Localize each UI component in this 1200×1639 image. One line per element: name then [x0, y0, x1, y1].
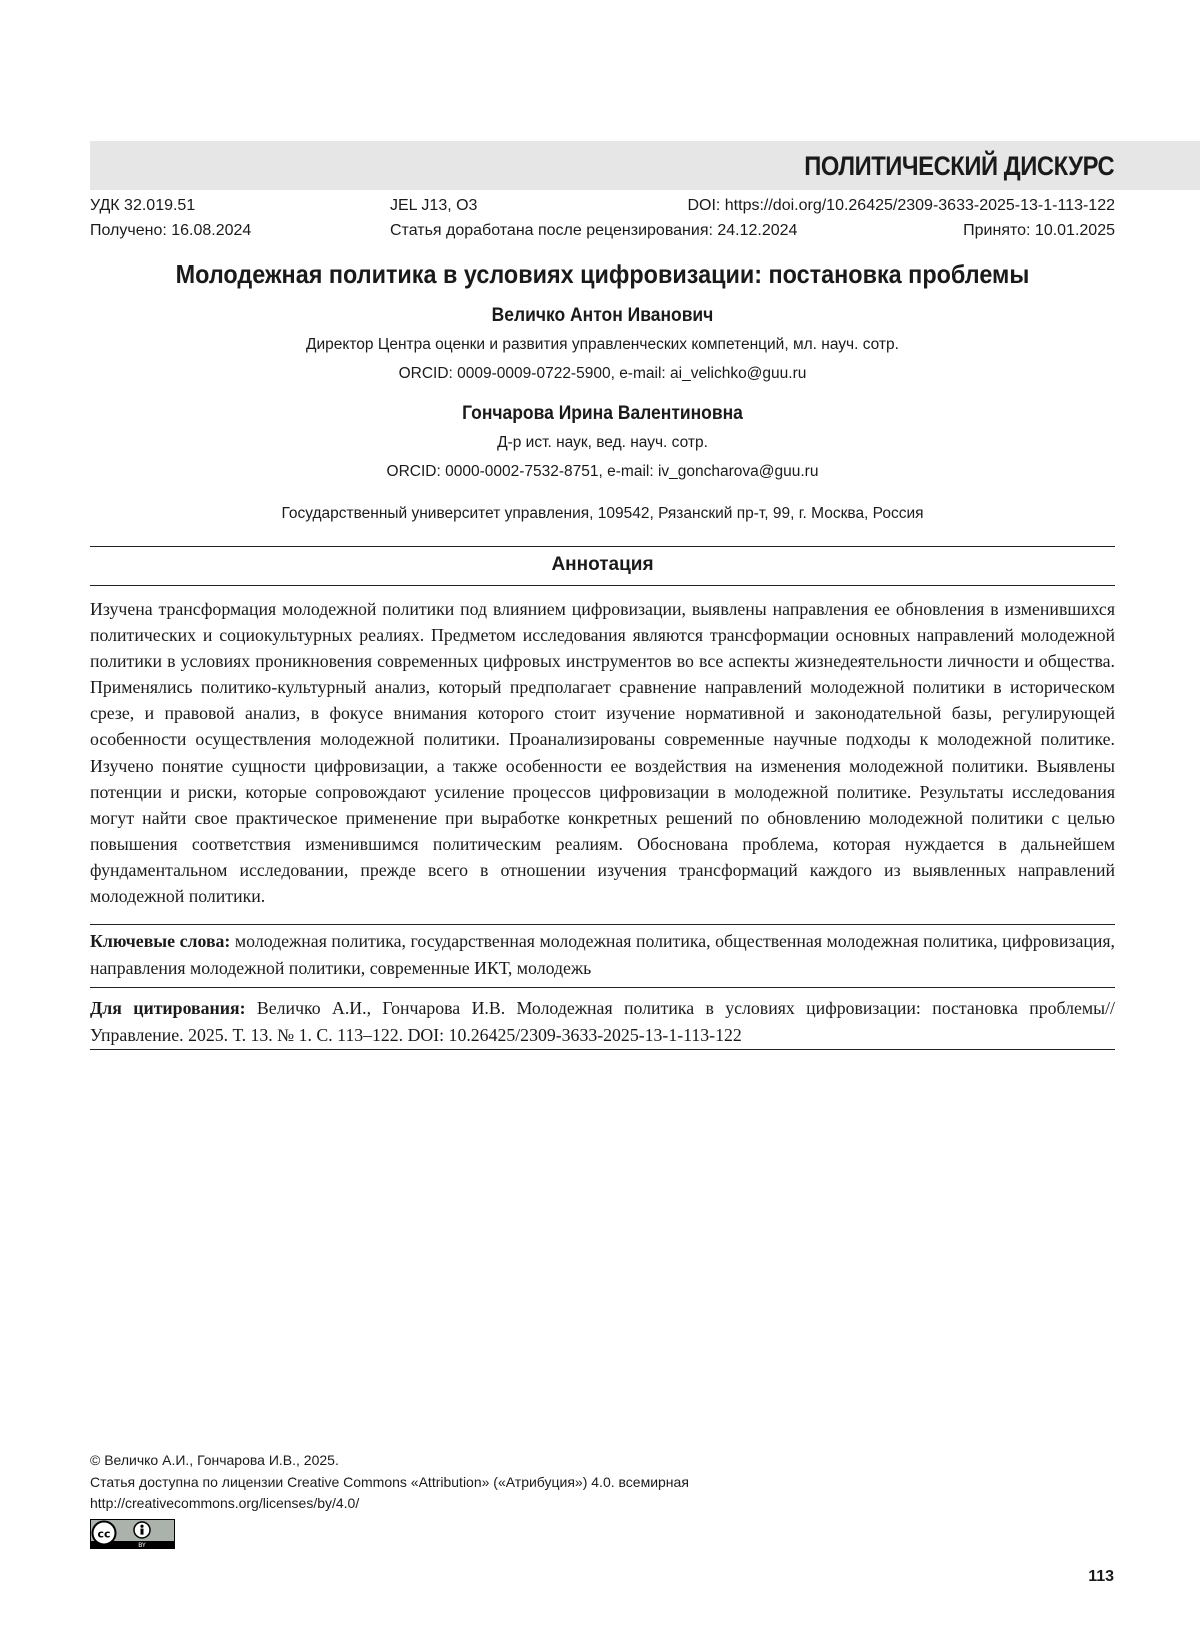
citation-label: Для цитирования:	[90, 998, 246, 1018]
citation-text: Величко А.И., Гончарова И.В. Молодежная политика в условиях цифровизации: постановка проблемы// Управление. 2025. Т. 13. № 1. С. 113–122. DOI: 10.26425/2309-3633-2025-13-1-113-122	[90, 998, 1115, 1045]
udc-code: УДК 32.019.51	[90, 197, 195, 215]
author-orcid[interactable]: ORCID: 0000-0002-7532-8751, e-mail: iv_goncharova@guu.ru	[90, 463, 1115, 481]
keywords-label: Ключевые слова:	[90, 931, 230, 951]
meta-row-identifiers	[90, 197, 1115, 219]
abstract-text: Изучена трансформация молодежной политики под влиянием цифровизации, выявлены направления ее обновления в изменившихся политических и социокультурных реалиях. Предметом исследования являются трансформации основных направлений молодежной политики в условиях проникновения современных цифровых инструментов во все аспекты жизнедеятельности личности и общества. Применялись политико-культурный анализ, который предполагает сравнение направлений молодежной политики в историческом срезе, и правовой анализ, в фокусе внимания которого стоит изучение нормативной и законодательной базы, регулирующей особенности осуществления молодежной политики. Проанализированы современные научные подходы к молодежной политике. Изучено понятие сущности цифровизации, а также особенности ее воздействия на изменения молодежной политики. Выявлены потенции и риски, которые сопровождают усиление процессов цифровизации в молодежной политике. Результаты исследования могут найти свое практическое применение при выработке конкретных решений по обновлению молодежной политики с целью повышения соответствия изменившимся политическим реалиям. Обоснована проблема, которая нуждается в дальнейшем фундаментальном исследовании, прежде всего в отношении изучения трансформаций каждого из выявленных направлений молодежной политики.	[90, 596, 1115, 909]
jel-code: JEL J13, O3	[390, 197, 477, 215]
license-link[interactable]: http://creativecommons.org/licenses/by/4.0/	[90, 1493, 890, 1515]
section-header-bar	[90, 141, 1200, 190]
divider	[90, 987, 1115, 988]
footer	[90, 1450, 890, 1515]
divider	[90, 585, 1115, 586]
author-position: Директор Центра оценки и развития управленческих компетенций, мл. науч. сотр.	[90, 336, 1115, 354]
received-date: Получено: 16.08.2024	[90, 222, 251, 240]
accepted-date: Принято: 10.01.2025	[963, 222, 1115, 240]
citation	[90, 995, 1115, 1048]
author-orcid[interactable]: ORCID: 0009-0009-0722-5900, e-mail: ai_velichko@guu.ru	[90, 365, 1115, 383]
copyright: © Величко А.И., Гончарова И.В., 2025.	[90, 1450, 890, 1472]
revised-date: Статья доработана после рецензирования: 24.12.2024	[390, 222, 797, 240]
section-title: ПОЛИТИЧЕСКИЙ ДИСКУРС	[804, 151, 1114, 182]
author-name: Величко Антон Иванович	[131, 305, 1074, 327]
author-position: Д-р ист. наук, вед. науч. сотр.	[90, 434, 1115, 452]
divider	[90, 924, 1115, 925]
doi-link[interactable]: DOI: https://doi.org/10.26425/2309-3633-2025-13-1-113-122	[687, 197, 1115, 215]
abstract-heading: Аннотация	[90, 554, 1115, 576]
article-title: Молодежная политика в условиях цифровизации: постановка проблемы	[141, 259, 1064, 290]
cc-icon-label: cc	[97, 1528, 110, 1541]
cc-by-badge[interactable]	[90, 1519, 175, 1549]
page-number: 113	[1088, 1568, 1114, 1586]
keywords	[90, 928, 1115, 981]
license-text: Статья доступна по лицензии Creative Commons «Attribution» («Атрибуция») 4.0. всемирная	[90, 1472, 890, 1494]
by-label: BY	[138, 1542, 146, 1549]
affiliation: Государственный университет управления, 109542, Рязанский пр-т, 99, г. Москва, Россия	[90, 505, 1115, 523]
divider	[90, 1049, 1115, 1050]
meta-row-dates	[90, 222, 1115, 244]
keywords-text: молодежная политика, государственная молодежная политика, общественная молодежная политика, цифровизация, направления молодежной политики, современные ИКТ, молодежь	[90, 931, 1115, 978]
divider	[90, 546, 1115, 547]
author-name: Гончарова Ирина Валентиновна	[131, 403, 1074, 425]
